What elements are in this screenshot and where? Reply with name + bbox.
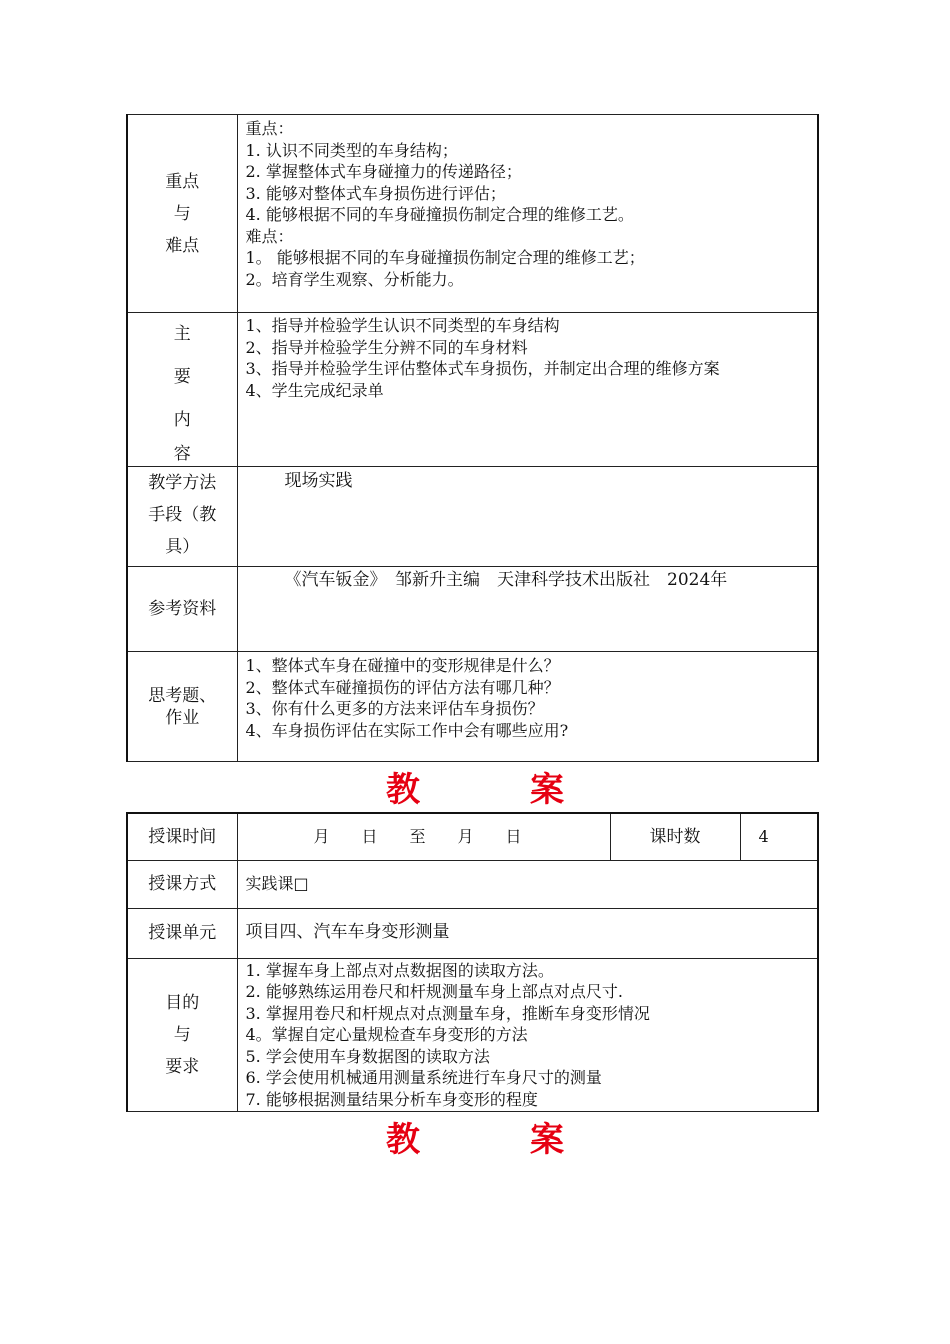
lesson-plan-heading <box>0 762 950 811</box>
row-unit <box>127 908 818 958</box>
mode-value: 实践课□ <box>237 860 818 908</box>
row-reference <box>127 567 818 652</box>
row-focus <box>127 115 818 313</box>
label-line: 内 <box>173 410 191 430</box>
focus-content <box>237 115 818 313</box>
label-line: 具） <box>165 537 200 557</box>
goal-line: 5. 学会使用车身数据图的读取方法 <box>245 1046 490 1066</box>
label-line: 思考题、 <box>148 685 217 706</box>
goal-line: 1. 掌握车身上部点对点数据图的读取方法。 <box>245 960 554 980</box>
goal-line: 4。掌握自定心量规检查车身变形的方法 <box>245 1025 528 1045</box>
row-method <box>127 467 818 567</box>
heading-char: 教 <box>386 770 420 810</box>
homework-line: 4、车身损伤评估在实际工作中会有哪些应用? <box>245 720 569 740</box>
lesson-plan-table-2 <box>126 812 819 1112</box>
homework-line: 3、你有什么更多的方法来评估车身损伤？ <box>245 699 544 718</box>
row-mode <box>127 860 818 908</box>
heading-char: 教 <box>386 1120 420 1160</box>
time-value: 月 日 至 月 日 <box>237 813 610 860</box>
label-line: 要求 <box>165 1056 200 1077</box>
label-goals <box>127 958 237 1111</box>
homework-line: 1、整体式车身在碰撞中的变形规律是什么？ <box>245 656 560 675</box>
label-content <box>127 313 237 467</box>
goal-line: 6. 学会使用机械通用测量系统进行车身尺寸的测量 <box>245 1068 602 1088</box>
label-line: 手段（教 <box>148 505 217 525</box>
label-line: 作业 <box>165 707 200 728</box>
label-line: 与 <box>173 1024 191 1045</box>
row-content <box>127 313 818 467</box>
focus-line: 2。培育学生观察、分析能力。 <box>245 269 464 289</box>
focus-line: 2. 掌握整体式车身碰撞力的传递路径； <box>245 162 522 181</box>
lesson-plan-table-1 <box>126 114 819 762</box>
reference-text: 《汽车钣金》 邹新升主编 天津科学技术出版社 2024年 <box>237 567 818 652</box>
label-reference: 参考资料 <box>127 567 237 652</box>
focus-line: 4. 能够根据不同的车身碰撞损伤制定合理的维修工艺。 <box>245 205 634 224</box>
heading-char: 案 <box>530 770 564 810</box>
label-homework <box>127 652 237 762</box>
heading-char: 案 <box>530 1120 564 1160</box>
goal-line: 7. 能够根据测量结果分析车身变形的程度 <box>245 1090 538 1110</box>
label-mode: 授课方式 <box>127 860 237 908</box>
label-unit: 授课单元 <box>127 908 237 958</box>
label-hours: 课时数 <box>610 813 740 860</box>
focus-line: 1. 认识不同类型的车身结构； <box>245 140 458 160</box>
content-line: 2、指导并检验学生分辨不同的车身材料 <box>245 337 528 357</box>
content-line: 3、指导并检验学生评估整体式车身损伤，并制定出合理的维修方案 <box>245 359 720 378</box>
method-text: 现场实践 <box>237 467 818 567</box>
row-homework <box>127 652 818 762</box>
label-line: 教学方法 <box>148 473 217 493</box>
homework-content <box>237 652 818 762</box>
label-line: 容 <box>173 444 191 464</box>
label-line: 要 <box>173 367 191 387</box>
label-line: 与 <box>173 203 191 224</box>
unit-value: 项目四、汽车车身变形测量 <box>237 908 818 958</box>
focus-line: 1。 能够根据不同的车身碰撞损伤制定合理的维修工艺； <box>245 248 645 267</box>
label-line: 重点 <box>165 171 200 192</box>
label-line: 目的 <box>165 992 200 1013</box>
homework-line: 2、整体式车碰撞损伤的评估方法有哪几种？ <box>245 677 560 697</box>
focus-line: 难点： <box>245 226 294 246</box>
row-goals <box>127 958 818 1111</box>
goals-content <box>237 958 818 1111</box>
label-time: 授课时间 <box>127 813 237 860</box>
focus-line: 重点： <box>245 119 294 138</box>
row-time <box>127 813 818 860</box>
label-line: 主 <box>173 324 191 344</box>
content-line: 4、学生完成纪录单 <box>245 380 384 400</box>
label-method <box>127 467 237 567</box>
hours-value: 4 <box>740 813 818 860</box>
goal-line: 3. 掌握用卷尺和杆规点对点测量车身，推断车身变形情况 <box>245 1003 650 1023</box>
lesson-plan-heading-2 <box>0 1112 950 1161</box>
label-focus <box>127 115 237 313</box>
focus-line: 3. 能够对整体式车身损伤进行评估； <box>245 183 506 203</box>
main-content <box>237 313 818 467</box>
label-line: 难点 <box>165 235 200 256</box>
content-line: 1、指导并检验学生认识不同类型的车身结构 <box>245 316 560 335</box>
goal-line: 2. 能够熟练运用卷尺和杆规测量车身上部点对点尺寸. <box>245 982 623 1002</box>
